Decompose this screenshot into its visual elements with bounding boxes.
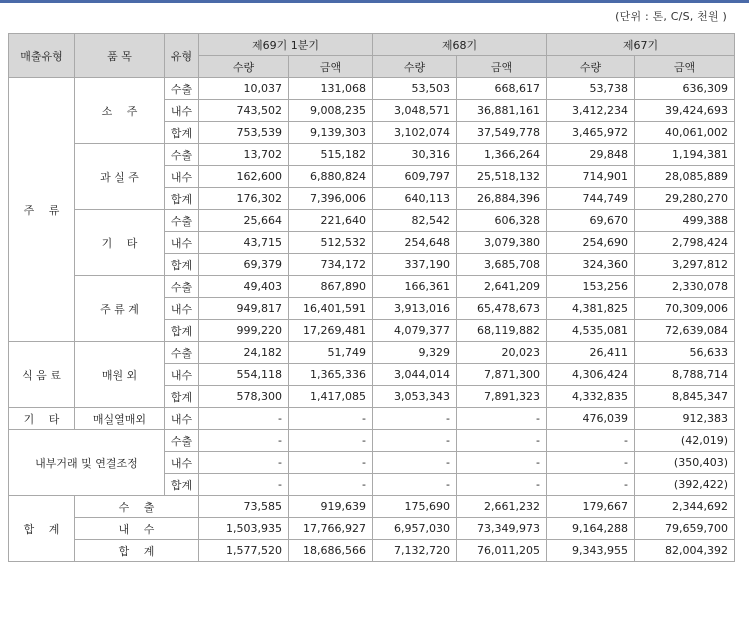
value-cell: 13,702 <box>199 144 289 166</box>
value-cell: 3,412,234 <box>547 100 635 122</box>
type-cell: 합계 <box>165 122 199 144</box>
header-type: 유형 <box>165 34 199 78</box>
value-cell: 28,085,889 <box>635 166 735 188</box>
value-cell: - <box>373 408 457 430</box>
value-cell: 254,690 <box>547 232 635 254</box>
value-cell: 999,220 <box>199 320 289 342</box>
value-cell: 7,396,006 <box>289 188 373 210</box>
value-cell: 9,139,303 <box>289 122 373 144</box>
value-cell: 324,360 <box>547 254 635 276</box>
value-cell: - <box>199 408 289 430</box>
table-row <box>9 518 735 540</box>
value-cell: 2,344,692 <box>635 496 735 518</box>
value-cell: 6,957,030 <box>373 518 457 540</box>
value-cell: 82,004,392 <box>635 540 735 562</box>
header-item: 품 목 <box>75 34 165 78</box>
item-etc: 기 타 <box>75 210 165 276</box>
type-cell: 내수 <box>165 408 199 430</box>
value-cell: 867,890 <box>289 276 373 298</box>
table-row <box>9 78 735 100</box>
value-cell: 79,659,700 <box>635 518 735 540</box>
value-cell: 69,379 <box>199 254 289 276</box>
value-cell: 6,880,824 <box>289 166 373 188</box>
value-cell: 76,011,205 <box>457 540 547 562</box>
grand-total-label: 합 계 <box>75 540 199 562</box>
value-cell: - <box>457 408 547 430</box>
value-cell: 56,633 <box>635 342 735 364</box>
value-cell: 53,503 <box>373 78 457 100</box>
value-cell: 4,306,424 <box>547 364 635 386</box>
type-cell: 수출 <box>165 342 199 364</box>
value-cell: - <box>289 474 373 496</box>
value-cell: 3,053,343 <box>373 386 457 408</box>
value-cell: 30,316 <box>373 144 457 166</box>
value-cell: 3,102,074 <box>373 122 457 144</box>
value-cell: 1,366,264 <box>457 144 547 166</box>
value-cell: 668,617 <box>457 78 547 100</box>
value-cell: - <box>289 430 373 452</box>
value-cell: 166,361 <box>373 276 457 298</box>
table-row <box>9 430 735 452</box>
value-cell: 7,132,720 <box>373 540 457 562</box>
value-cell: 49,403 <box>199 276 289 298</box>
top-border-bar <box>0 0 749 3</box>
table-row <box>9 144 735 166</box>
value-cell: 29,280,270 <box>635 188 735 210</box>
value-cell: 8,845,347 <box>635 386 735 408</box>
value-cell: 1,194,381 <box>635 144 735 166</box>
value-cell: 1,503,935 <box>199 518 289 540</box>
value-cell: - <box>457 474 547 496</box>
value-cell: 9,164,288 <box>547 518 635 540</box>
value-cell: 162,600 <box>199 166 289 188</box>
value-cell: 3,048,571 <box>373 100 457 122</box>
value-cell: 131,068 <box>289 78 373 100</box>
value-cell: 68,119,882 <box>457 320 547 342</box>
value-cell: - <box>457 452 547 474</box>
value-cell: 578,300 <box>199 386 289 408</box>
type-cell: 합계 <box>165 474 199 496</box>
value-cell: - <box>199 430 289 452</box>
value-cell: 73,585 <box>199 496 289 518</box>
type-cell: 내수 <box>165 166 199 188</box>
value-cell: - <box>373 474 457 496</box>
value-cell: 640,113 <box>373 188 457 210</box>
value-cell: 254,648 <box>373 232 457 254</box>
value-cell: 82,542 <box>373 210 457 232</box>
value-cell: 9,008,235 <box>289 100 373 122</box>
header-qty: 수량 <box>199 56 289 78</box>
value-cell: 25,518,132 <box>457 166 547 188</box>
category-liquor: 주 류 <box>9 78 75 342</box>
item-food: 매원 외 <box>75 342 165 408</box>
type-cell: 내수 <box>165 232 199 254</box>
value-cell: - <box>457 430 547 452</box>
header-period-68: 제68기 <box>373 34 547 56</box>
value-cell: 476,039 <box>547 408 635 430</box>
value-cell: 3,044,014 <box>373 364 457 386</box>
value-cell: 4,535,081 <box>547 320 635 342</box>
value-cell: 179,667 <box>547 496 635 518</box>
value-cell: (392,422) <box>635 474 735 496</box>
value-cell: 175,690 <box>373 496 457 518</box>
value-cell: 2,798,424 <box>635 232 735 254</box>
value-cell: 7,871,300 <box>457 364 547 386</box>
type-cell: 합계 <box>165 188 199 210</box>
value-cell: 153,256 <box>547 276 635 298</box>
type-cell: 수출 <box>165 78 199 100</box>
value-cell: 636,309 <box>635 78 735 100</box>
value-cell: 221,640 <box>289 210 373 232</box>
value-cell: 1,365,336 <box>289 364 373 386</box>
header-amount: 금액 <box>289 56 373 78</box>
type-cell: 수출 <box>165 210 199 232</box>
grand-export-label: 수 출 <box>75 496 199 518</box>
value-cell: 37,549,778 <box>457 122 547 144</box>
type-cell: 합계 <box>165 386 199 408</box>
value-cell: 3,913,016 <box>373 298 457 320</box>
type-cell: 내수 <box>165 452 199 474</box>
header-period-69: 제69기 1분기 <box>199 34 373 56</box>
table-row <box>9 496 735 518</box>
sales-table <box>8 33 735 562</box>
value-cell: 25,664 <box>199 210 289 232</box>
value-cell: 8,788,714 <box>635 364 735 386</box>
header-qty: 수량 <box>547 56 635 78</box>
value-cell: 753,539 <box>199 122 289 144</box>
table-row <box>9 210 735 232</box>
header-sales-type: 매출유형 <box>9 34 75 78</box>
value-cell: 714,901 <box>547 166 635 188</box>
value-cell: 4,079,377 <box>373 320 457 342</box>
table-row <box>9 408 735 430</box>
type-cell: 내수 <box>165 100 199 122</box>
value-cell: 3,465,972 <box>547 122 635 144</box>
value-cell: - <box>547 430 635 452</box>
value-cell: 72,639,084 <box>635 320 735 342</box>
value-cell: - <box>289 452 373 474</box>
table-row <box>9 540 735 562</box>
value-cell: 51,749 <box>289 342 373 364</box>
value-cell: 43,715 <box>199 232 289 254</box>
value-cell: 9,329 <box>373 342 457 364</box>
value-cell: 515,182 <box>289 144 373 166</box>
value-cell: 40,061,002 <box>635 122 735 144</box>
value-cell: 17,269,481 <box>289 320 373 342</box>
item-plum: 매실열매외 <box>75 408 165 430</box>
value-cell: 554,118 <box>199 364 289 386</box>
category-other: 기 타 <box>9 408 75 430</box>
value-cell: 606,328 <box>457 210 547 232</box>
category-grand-total: 합 계 <box>9 496 75 562</box>
header-amount: 금액 <box>457 56 547 78</box>
type-cell: 내수 <box>165 364 199 386</box>
value-cell: 337,190 <box>373 254 457 276</box>
value-cell: 2,330,078 <box>635 276 735 298</box>
value-cell: 2,641,209 <box>457 276 547 298</box>
item-fruit-wine: 과 실 주 <box>75 144 165 210</box>
value-cell: 18,686,566 <box>289 540 373 562</box>
value-cell: (42,019) <box>635 430 735 452</box>
value-cell: - <box>373 430 457 452</box>
header-period-67: 제67기 <box>547 34 735 56</box>
value-cell: - <box>547 474 635 496</box>
value-cell: 29,848 <box>547 144 635 166</box>
value-cell: 4,381,825 <box>547 298 635 320</box>
value-cell: 17,766,927 <box>289 518 373 540</box>
value-cell: 176,302 <box>199 188 289 210</box>
type-cell: 합계 <box>165 320 199 342</box>
value-cell: 70,309,006 <box>635 298 735 320</box>
table-row <box>9 342 735 364</box>
type-cell: 수출 <box>165 144 199 166</box>
value-cell: 2,661,232 <box>457 496 547 518</box>
value-cell: 36,881,161 <box>457 100 547 122</box>
value-cell: 24,182 <box>199 342 289 364</box>
item-soju: 소 주 <box>75 78 165 144</box>
category-food-beverage: 식 음 료 <box>9 342 75 408</box>
value-cell: 53,738 <box>547 78 635 100</box>
value-cell: 26,411 <box>547 342 635 364</box>
value-cell: 20,023 <box>457 342 547 364</box>
value-cell: - <box>199 474 289 496</box>
type-cell: 수출 <box>165 276 199 298</box>
value-cell: 39,424,693 <box>635 100 735 122</box>
value-cell: 499,388 <box>635 210 735 232</box>
value-cell: 4,332,835 <box>547 386 635 408</box>
value-cell: 744,749 <box>547 188 635 210</box>
value-cell: 10,037 <box>199 78 289 100</box>
category-internal-adjust: 내부거래 및 연결조정 <box>9 430 165 496</box>
value-cell: 3,079,380 <box>457 232 547 254</box>
value-cell: 1,417,085 <box>289 386 373 408</box>
value-cell: (350,403) <box>635 452 735 474</box>
value-cell: 512,532 <box>289 232 373 254</box>
value-cell: 26,884,396 <box>457 188 547 210</box>
value-cell: 7,891,323 <box>457 386 547 408</box>
value-cell: 609,797 <box>373 166 457 188</box>
value-cell: 69,670 <box>547 210 635 232</box>
value-cell: - <box>199 452 289 474</box>
value-cell: - <box>547 452 635 474</box>
value-cell: 919,639 <box>289 496 373 518</box>
value-cell: 3,297,812 <box>635 254 735 276</box>
header-qty: 수량 <box>373 56 457 78</box>
value-cell: 9,343,955 <box>547 540 635 562</box>
value-cell: 912,383 <box>635 408 735 430</box>
value-cell: 949,817 <box>199 298 289 320</box>
type-cell: 내수 <box>165 298 199 320</box>
type-cell: 합계 <box>165 254 199 276</box>
grand-domestic-label: 내 수 <box>75 518 199 540</box>
value-cell: - <box>373 452 457 474</box>
value-cell: 73,349,973 <box>457 518 547 540</box>
item-liquor-total: 주 류 계 <box>75 276 165 342</box>
value-cell: 65,478,673 <box>457 298 547 320</box>
unit-note: (단위 : 톤, C/S, 천원 ) <box>615 10 727 23</box>
value-cell: 743,502 <box>199 100 289 122</box>
value-cell: 1,577,520 <box>199 540 289 562</box>
value-cell: 734,172 <box>289 254 373 276</box>
value-cell: 3,685,708 <box>457 254 547 276</box>
type-cell: 수출 <box>165 430 199 452</box>
value-cell: - <box>289 408 373 430</box>
table-row <box>9 276 735 298</box>
header-amount: 금액 <box>635 56 735 78</box>
value-cell: 16,401,591 <box>289 298 373 320</box>
